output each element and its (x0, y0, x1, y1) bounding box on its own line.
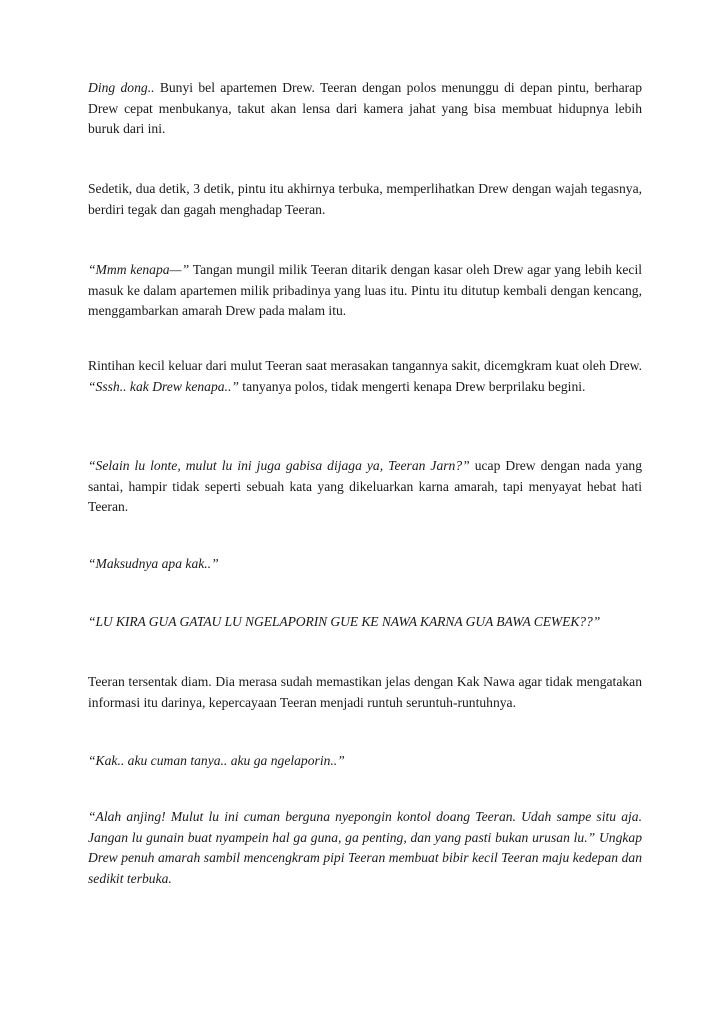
paragraph-10-italic: “Alah anjing! Mulut lu ini cuman berguna nyepongin kontol doang Teeran. Udah sampe situ aja. Jangan lu gunain buat nyampein hal ga guna, ga penting, dan yang pasti bukan urusan lu.” Ungkap Drew penuh amarah sambil mencengkram pipi Teeran membuat bibir kecil Teeran maju kedepan dan sedikit terbuka. (88, 809, 642, 886)
paragraph-5-text: ucap Drew dengan nada yang santai, hampir tidak seperti sebuah kata yang dikeluarkan karna amarah, tapi menyayat hebat hati Teeran. (88, 458, 642, 514)
paragraph-5-italic: “Selain lu lonte, mulut lu ini juga gabisa dijaga ya, Teeran Jarn?” (88, 458, 470, 473)
paragraph-4 (88, 356, 642, 397)
paragraph-4-italic: “Sssh.. kak Drew kenapa..” (88, 378, 239, 394)
paragraph-8-text: Teeran tersentak diam. Dia merasa sudah memastikan jelas dengan Kak Nawa agar tidak mengatakan informasi itu darinya, kepercayaan Teeran menjadi runtuh seruntuh-runtuhnya. (88, 674, 642, 710)
paragraph-7 (88, 612, 642, 633)
paragraph-3-italic: “Mmm kenapa—” (88, 262, 190, 277)
paragraph-5 (88, 456, 642, 518)
paragraph-2 (88, 179, 642, 220)
paragraph-1 (88, 78, 642, 140)
paragraph-9-italic: “Kak.. aku cuman tanya.. aku ga ngelaporin..” (88, 753, 345, 768)
paragraph-4-text-a: Rintihan kecil keluar dari mulut Teeran saat merasakan tangannya sakit, dicemgkram kuat oleh Drew. (88, 358, 642, 373)
paragraph-1-text: Bunyi bel apartemen Drew. Teeran dengan polos menunggu di depan pintu, berharap Drew cepat menbukanya, takut akan lensa dari kamera jahat yang bisa membuat hidupnya lebih buruk dari ini. (88, 80, 642, 136)
paragraph-8 (88, 672, 642, 713)
paragraph-4-text-b: tanyanya polos, tidak mengerti kenapa Drew berprilaku begini. (238, 378, 586, 394)
paragraph-2-text: Sedetik, dua detik, 3 detik, pintu itu akhirnya terbuka, memperlihatkan Drew dengan wajah tegasnya, berdiri tegak dan gagah menghadap Teeran. (88, 181, 642, 217)
paragraph-9 (88, 751, 642, 772)
paragraph-6-italic: “Maksudnya apa kak..” (88, 556, 219, 571)
paragraph-1-italic: Ding dong.. (88, 80, 155, 95)
paragraph-10 (88, 807, 642, 889)
paragraph-7-italic: “LU KIRA GUA GATAU LU NGELAPORIN GUE KE NAWA KARNA GUA BAWA CEWEK??” (88, 614, 601, 629)
paragraph-3-text: Tangan mungil milik Teeran ditarik dengan kasar oleh Drew agar yang lebih kecil masuk ke dalam apartemen milik pribadinya yang luas itu. Pintu itu ditutup kembali dengan kencang, menggambarkan amarah Drew pada malam itu. (88, 262, 642, 318)
paragraph-3 (88, 260, 642, 322)
paragraph-6 (88, 554, 642, 575)
